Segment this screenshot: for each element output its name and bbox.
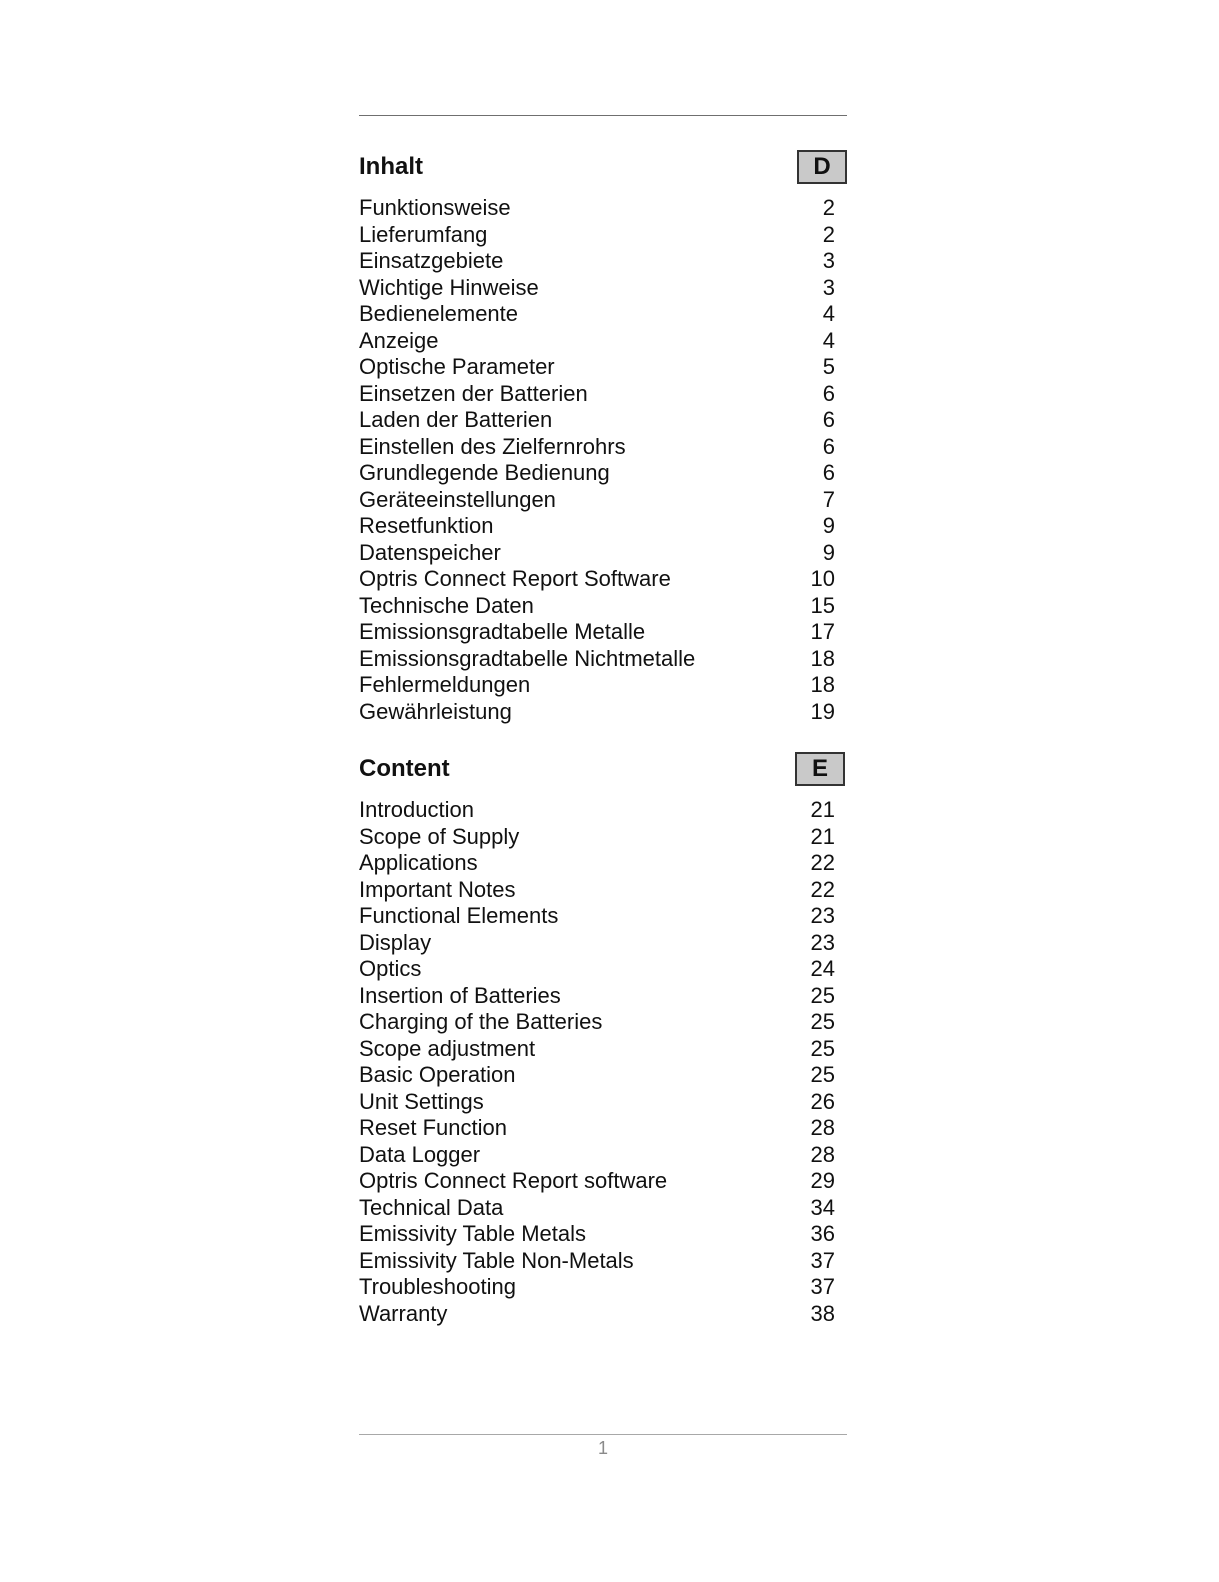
toc-entry-page: 3 [822,248,835,273]
toc-entry-label: Unit Settings [359,1088,484,1114]
toc-entry-page: 9 [822,539,835,565]
section-header [359,150,847,184]
toc-entry-label: Insertion of Batteries [359,982,561,1008]
toc-entry [359,301,847,328]
toc-entry [359,354,847,381]
toc-entry [359,1274,847,1301]
toc-entry-label: Wichtige Hinweise [359,274,539,300]
toc-entry [359,672,847,699]
section-title: Content [359,755,450,782]
header-rule [359,115,847,116]
toc-entry-label: Scope adjustment [359,1035,536,1061]
section-title: Inhalt [359,153,423,180]
toc-entry-label: Functional Elements [359,903,559,928]
document-page [359,0,847,1582]
toc-entry-page: 18 [810,645,835,671]
toc-entry-label: Optische Parameter [359,354,555,379]
toc-entry-label: Optris Connect Report software [359,1168,668,1193]
toc-entry [359,1248,847,1275]
toc-list [359,797,847,1327]
toc-list [359,195,847,725]
toc-entry-label: Scope of Supply [359,823,520,849]
toc-entry [359,1301,847,1328]
toc-entry-page: 23 [810,929,835,955]
toc-entry-label: Anzeige [359,327,439,353]
toc-entry-page: 25 [810,982,835,1008]
toc-entry-page: 17 [810,619,835,644]
toc-entry-page: 15 [810,592,835,618]
toc-entry-page: 4 [822,327,835,353]
toc-entry-page: 2 [822,195,835,220]
toc-entry [359,487,847,514]
toc-entry-page: 26 [810,1088,835,1114]
toc-entry-label: Emissionsgradtabelle Nichtmetalle [359,645,696,671]
toc-entry [359,1168,847,1195]
toc-entry-label: Warranty [359,1300,448,1326]
toc-entry-page: 29 [810,1168,835,1193]
toc-entry-page: 38 [810,1300,835,1326]
toc-entry-page: 6 [822,380,835,406]
toc-entry-label: Einsetzen der Batterien [359,380,588,406]
toc-entry [359,1062,847,1089]
toc-section-german [359,150,847,724]
toc-entry [359,646,847,673]
toc-entry-label: Resetfunktion [359,513,494,538]
toc-entry [359,222,847,249]
toc-entry-page: 24 [810,956,835,981]
toc-entry-label: Technische Daten [359,592,534,618]
toc-entry [359,275,847,302]
toc-entry [359,513,847,540]
toc-entry [359,797,847,824]
toc-entry-page: 10 [810,566,835,591]
toc-entry-page: 21 [810,823,835,849]
toc-entry [359,407,847,434]
toc-entry-page: 21 [810,797,835,822]
toc-entry-label: Bedienelemente [359,301,519,326]
toc-entry-label: Gewährleistung [359,698,512,724]
toc-entry-label: Emissivity Table Metals [359,1221,586,1246]
toc-entry-label: Display [359,929,432,955]
toc-entry-label: Optris Connect Report Software [359,566,671,591]
toc-entry [359,1142,847,1169]
toc-entry-label: Datenspeicher [359,539,501,565]
toc-entry-page: 9 [822,513,835,538]
toc-entry-page: 28 [810,1115,835,1140]
toc-entry [359,460,847,487]
toc-entry-label: Laden der Batterien [359,407,553,432]
toc-entry-page: 6 [822,460,835,485]
toc-entry-label: Funktionsweise [359,195,511,220]
toc-entry-page: 19 [810,698,835,724]
toc-entry [359,1195,847,1222]
language-badge: E [795,752,845,786]
toc-entry-label: Optics [359,956,422,981]
toc-entry [359,381,847,408]
toc-entry [359,1009,847,1036]
toc-entry-label: Emissivity Table Non-Metals [359,1247,634,1273]
footer-rule [359,1434,847,1435]
toc-entry-page: 25 [810,1009,835,1034]
toc-entry [359,195,847,222]
toc-entry-page: 7 [822,486,835,512]
page-number: 1 [597,1438,608,1458]
toc-entry [359,619,847,646]
toc-entry [359,699,847,726]
toc-entry [359,850,847,877]
toc-entry [359,248,847,275]
toc-entry [359,1115,847,1142]
toc-entry [359,1089,847,1116]
toc-entry-page: 18 [810,672,835,697]
section-header [359,752,847,786]
toc-entry-page: 22 [810,850,835,875]
toc-entry-page: 23 [810,903,835,928]
toc-entry-page: 25 [810,1062,835,1087]
toc-entry-page: 37 [810,1247,835,1273]
toc-entry-page: 6 [822,433,835,459]
toc-entry-page: 37 [810,1274,835,1299]
toc-entry-label: Geräteeinstellungen [359,486,556,512]
toc-entry-label: Grundlegende Bedienung [359,460,610,485]
toc-entry [359,540,847,567]
toc-entry-label: Basic Operation [359,1062,516,1087]
toc-entry-page: 22 [810,876,835,902]
toc-entry-page: 34 [810,1194,835,1220]
toc-entry [359,566,847,593]
toc-entry-page: 3 [822,274,835,300]
toc-entry-label: Reset Function [359,1115,507,1140]
toc-entry-label: Technical Data [359,1194,504,1220]
toc-entry-label: Lieferumfang [359,221,488,247]
toc-entry [359,824,847,851]
toc-entry-label: Emissionsgradtabelle Metalle [359,619,646,644]
toc-entry-page: 5 [822,354,835,379]
toc-entry-page: 25 [810,1035,835,1061]
toc-entry-label: Important Notes [359,876,516,902]
toc-entry-page: 2 [822,221,835,247]
toc-entry [359,328,847,355]
toc-entry [359,1036,847,1063]
toc-entry-label: Troubleshooting [359,1274,516,1299]
toc-entry-label: Charging of the Batteries [359,1009,603,1034]
toc-entry-label: Introduction [359,797,474,822]
toc-entry-label: Applications [359,850,478,875]
toc-entry-label: Fehlermeldungen [359,672,531,697]
language-badge: D [797,150,847,184]
toc-entry [359,956,847,983]
toc-entry [359,983,847,1010]
toc-entry [359,434,847,461]
toc-entry-page: 4 [822,301,835,326]
toc-entry-page: 6 [822,407,835,432]
toc-entry [359,903,847,930]
toc-entry-label: Data Logger [359,1141,481,1167]
toc-entry [359,930,847,957]
toc-entry-page: 28 [810,1141,835,1167]
toc-entry [359,1221,847,1248]
toc-section-english [359,752,847,1326]
toc-entry [359,877,847,904]
toc-entry-label: Einstellen des Zielfernrohrs [359,433,626,459]
toc-entry [359,593,847,620]
toc-entry-label: Einsatzgebiete [359,248,504,273]
toc-entry-page: 36 [810,1221,835,1246]
